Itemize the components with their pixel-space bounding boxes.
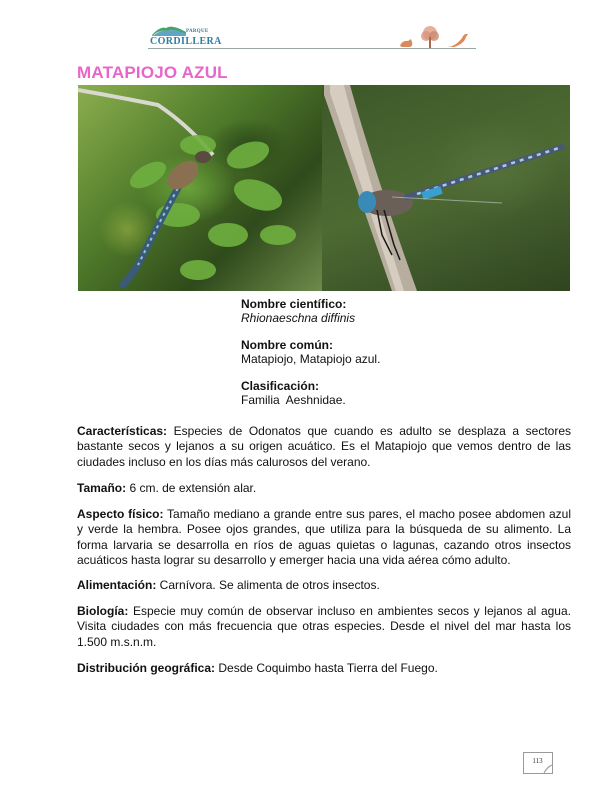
- species-info: [241, 297, 380, 420]
- fox-tree-bird-icon: [398, 24, 476, 49]
- photo-strip: [78, 85, 570, 291]
- section-label: Características:: [77, 424, 168, 438]
- dragonfly-photo-dorsal: [78, 85, 322, 291]
- section-biologia: [77, 604, 571, 650]
- header-divider: [148, 48, 476, 49]
- logo-small-text: PARQUE: [186, 29, 209, 34]
- dragonfly-photo-lateral: [322, 85, 570, 291]
- section-label: Aspecto físico:: [77, 507, 164, 521]
- section-aspecto-fisico: [77, 507, 571, 568]
- section-text: Carnívora. Se alimenta de otros insectos.: [156, 578, 380, 592]
- page-number-badge: [523, 752, 553, 774]
- page-corner-fold-icon: [543, 764, 553, 774]
- section-tamano: [77, 481, 571, 496]
- section-text: Tamaño mediano a grande entre sus pares, el macho posee abdomen azul y verde la hembra. Posee ojos grandes, que utiliza para la búsqueda de su alimento. La forma larvaria se desarrolla en ríos de aguas quietas o lagunas, cazando otros insectos acuáticos hasta lograr su desarrollo y emerger hacia una vida aérea cómo adulto.: [77, 507, 572, 567]
- dragonfly-dorsal-illustration: [78, 85, 322, 291]
- section-label: Biología:: [77, 604, 129, 618]
- common-name-label: Nombre común:: [241, 338, 334, 352]
- section-text: Desde Coquimbo hasta Tierra del Fuego.: [215, 661, 438, 675]
- common-name-value: Matapiojo, Matapiojo azul.: [241, 352, 381, 366]
- scientific-name-value: Rhionaeschna diffinis: [241, 311, 356, 325]
- section-text: Especie muy común de observar incluso en ambientes secos y lejanos al agua. Visita ciudades con más frecuencia que otras especies. Desde el nivel del mar hasta los 1.500 m.s.n.m.: [77, 604, 571, 649]
- logo-big-text: CORDILLERA: [150, 36, 222, 47]
- classification-value: Familia Aeshnidae.: [241, 393, 346, 407]
- section-text: Especies de Odonatos que cuando es adulto se desplaza a sectores bastante secos y lejanos a su origen acuático. Es el Matapiojo que vemos dentro de las ciudades incluso en los días más calurosos del verano.: [77, 424, 571, 469]
- section-label: Distribución geográfica:: [77, 661, 216, 675]
- classification-label: Clasificación:: [241, 379, 320, 393]
- page-title: MATAPIOJO AZUL: [77, 63, 228, 82]
- section-caracteristicas: [77, 424, 571, 470]
- page-number: 113: [532, 757, 543, 765]
- parque-cordillera-logo: [148, 22, 222, 50]
- dragonfly-lateral-illustration: [322, 85, 570, 291]
- section-distribucion: [77, 661, 571, 676]
- section-text: 6 cm. de extensión alar.: [126, 481, 257, 495]
- section-label: Tamaño:: [77, 481, 127, 495]
- section-alimentacion: [77, 578, 571, 593]
- scientific-name-label: Nombre científico:: [241, 297, 347, 311]
- section-label: Alimentación:: [77, 578, 157, 592]
- mountain-logo-icon: [152, 24, 186, 36]
- page-header: [148, 22, 476, 52]
